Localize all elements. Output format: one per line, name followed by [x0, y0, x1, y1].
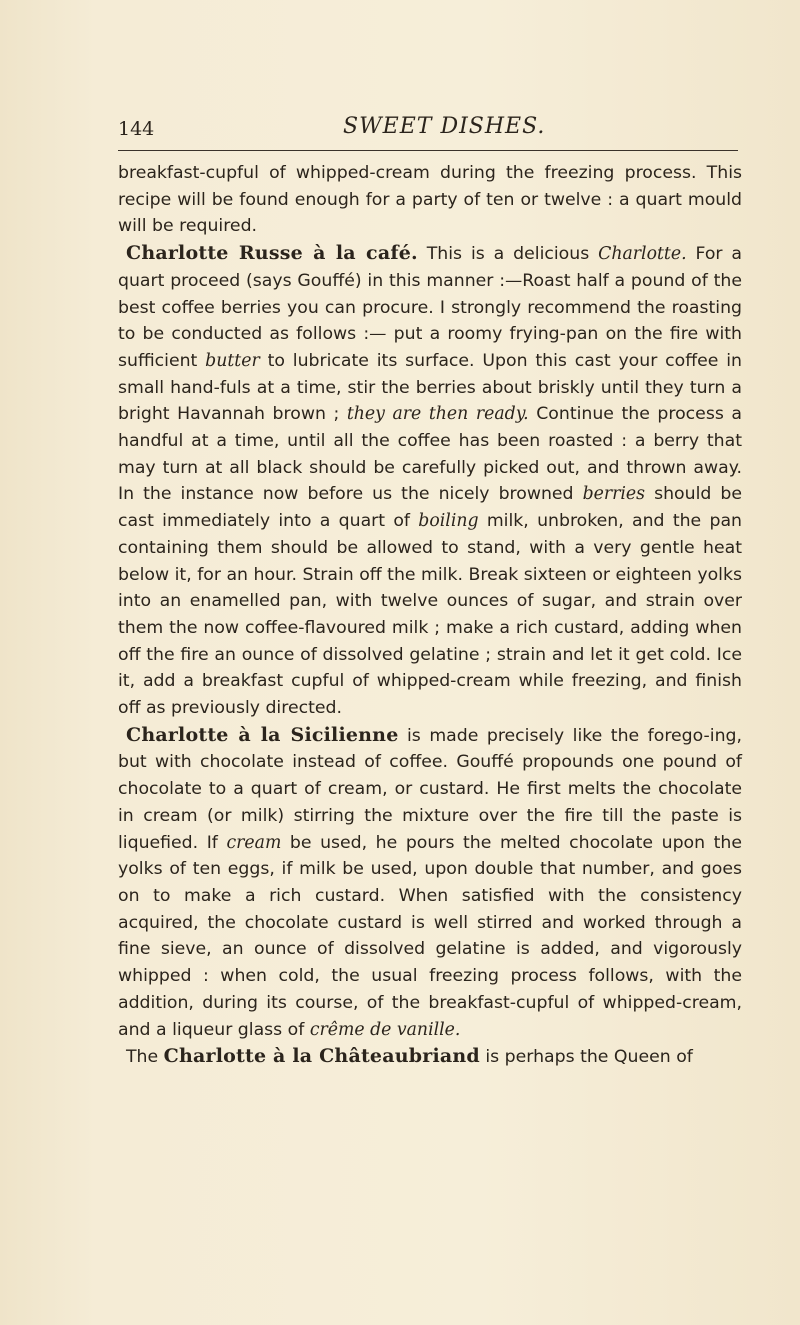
paragraph-charlotte-chateaubriand: The Charlotte à la Châteaubriand is perhaps the Queen of	[126, 1045, 693, 1068]
recipe-heading-charlotte-chateaubriand: Charlotte à la Châteaubriand	[163, 1045, 480, 1068]
header-rule	[118, 150, 738, 151]
body-text	[118, 160, 742, 1071]
running-head: SWEET DISHES.	[343, 114, 546, 139]
paragraph-charlotte-russe: Charlotte Russe à la café. This is a delicious Charlotte. For a quart proceed (says Gouffé) in this manner :—Roast half a pound of the best coffee berries you can procure. I strongly recommend the roasting to be conducted as follows :— put a roomy frying-pan on the fire with sufficient butter to lubricate its surface. Upon this cast your coffee in small hand-fuls at a time, stir the berries about briskly until they turn a bright Havannah brown ; they are then ready. Continue the process a handful at a time, until all the coffee has been roasted : a berry that may turn at all black should be carefully picked out, and thrown away. In the instance now before us the nicely browned berries should be cast immediately into a quart of boiling milk, unbroken, and the pan containing them should be allowed to stand, with a very gentle heat below it, for an hour. Strain off the milk. Break sixteen or eighteen yolks into an enamelled pan, with twelve ounces of sugar, and strain over them the now coffee-flavoured milk ; make a rich custard, adding when off the fire an ounce of dissolved gelatine ; strain and let it get cold. Ice it, add a breakfast cupful of whipped-cream while freezing, and finish off as previously directed.	[118, 242, 743, 719]
page-number: 144	[118, 118, 155, 140]
paragraph-charlotte-sicilienne: Charlotte à la Sicilienne is made precisely like the forego-ing, but with chocolate instead of coffee. Gouffé propounds one pound of chocolate to a quart of cream, or custard. He first melts the chocolate in cream (or milk) stirring the mixture over the fire till the paste is liquefied. If cream be used, he pours the melted chocolate upon the yolks of ten eggs, if milk be used, upon double that number, and goes on to make a rich custard. When satisfied with the consistency acquired, the chocolate custard is well stirred and worked through a fine sieve, an ounce of dissolved gelatine is added, and vigorously whipped : when cold, the usual freezing process follows, with the addition, during its course, of the breakfast-cupful of whipped-cream, and a liqueur glass of crême de vanille.	[118, 723, 742, 1040]
paragraph-continuation: breakfast-cupful of whipped-cream during the freezing process. This recipe will be found enough for a party of ten or twelve : a quart mould will be required.	[118, 163, 742, 237]
recipe-heading-charlotte-russe: Charlotte Russe à la café.	[126, 242, 418, 265]
page-header	[118, 108, 738, 144]
recipe-heading-charlotte-sicilienne: Charlotte à la Sicilienne	[126, 723, 399, 746]
